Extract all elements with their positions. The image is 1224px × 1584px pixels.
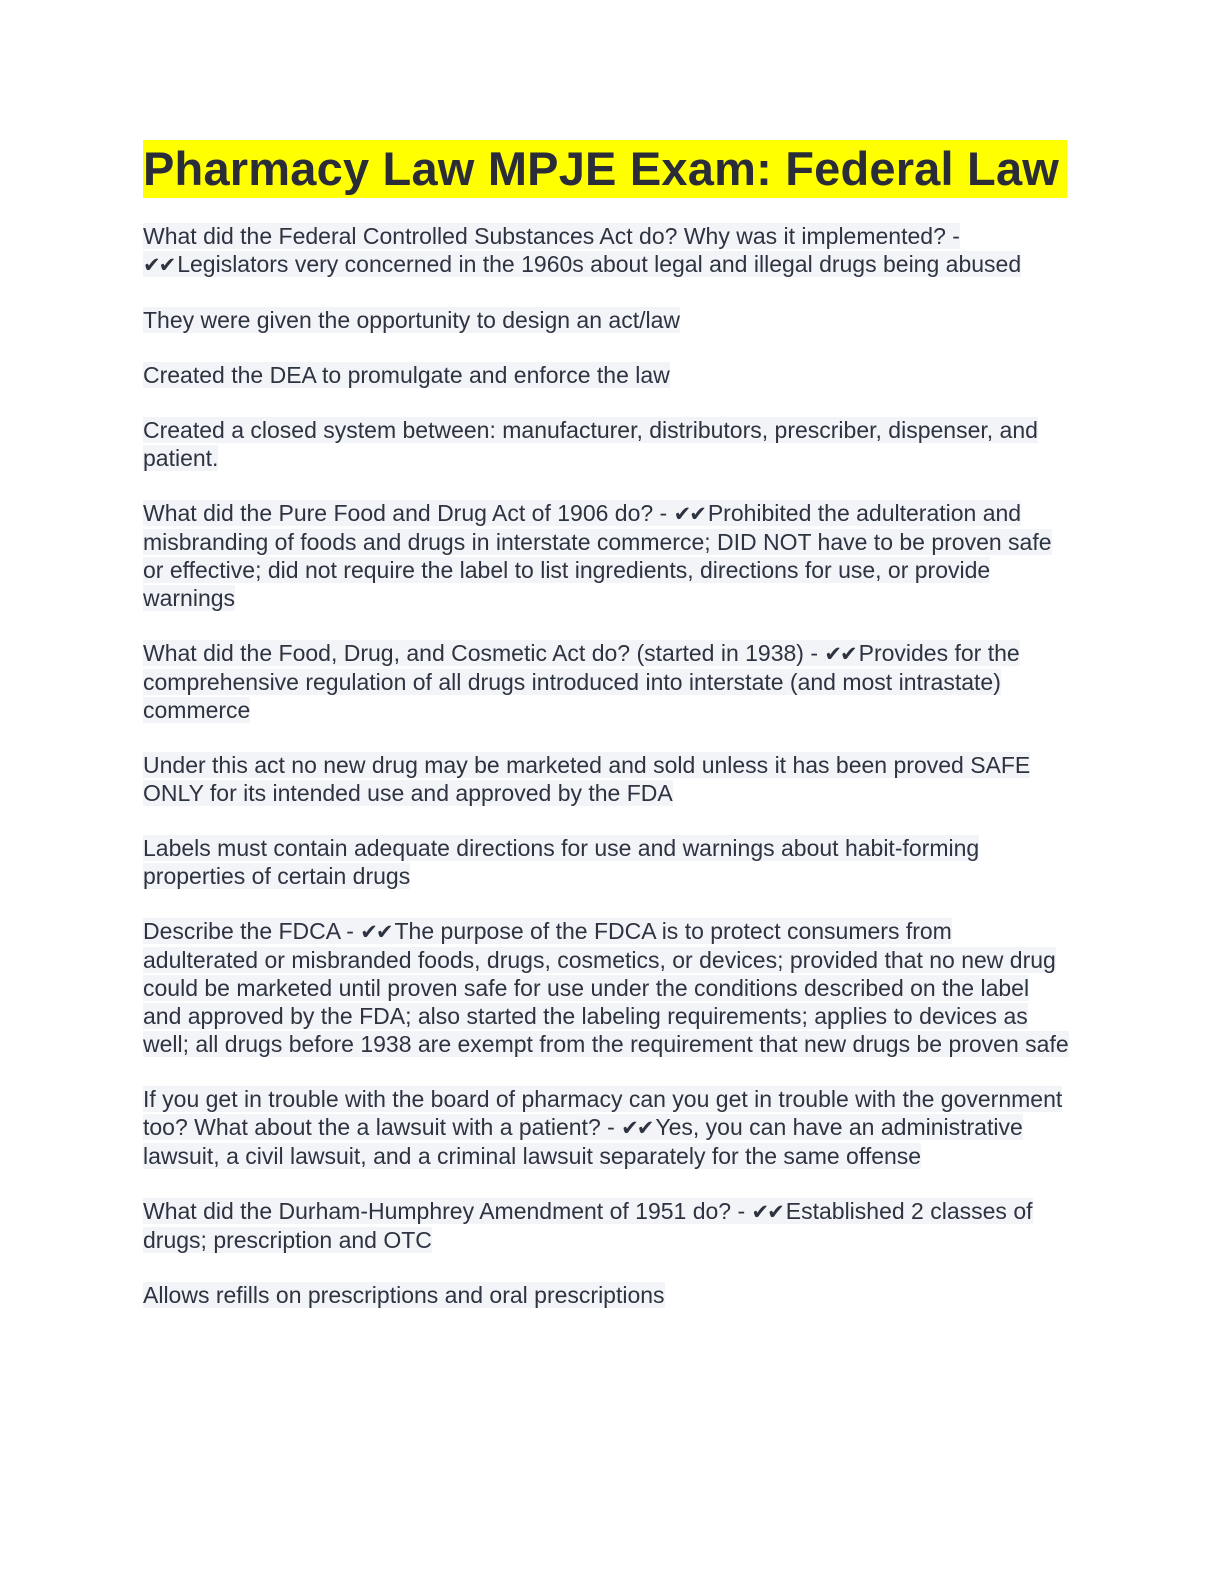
note-text: Labels must contain adequate directions for use and warnings about habit-forming properties of certain drugs bbox=[143, 835, 980, 889]
answer-text: Prohibited the adulteration and misbranding of foods and drugs in interstate commerce; DID NOT have to be proven safe or effective; did not require the label to list ingredients, directions for use, or provide warnings bbox=[143, 500, 1052, 611]
qa-item bbox=[143, 639, 1073, 724]
question-text: What did the Pure Food and Drug Act of 1906 do? - bbox=[143, 500, 674, 526]
qa-text bbox=[143, 1086, 1062, 1169]
note-text: Created a closed system between: manufacturer, distributors, prescriber, dispenser, and patient. bbox=[143, 417, 1038, 471]
document-title: Pharmacy Law MPJE Exam: Federal Law bbox=[143, 140, 1067, 198]
qa-item bbox=[143, 917, 1073, 1058]
note-text: They were given the opportunity to design an act/law bbox=[143, 307, 680, 333]
note-paragraph bbox=[143, 361, 1073, 389]
qa-text bbox=[143, 500, 1052, 611]
answer-text: Legislators very concerned in the 1960s about legal and illegal drugs being abused bbox=[177, 251, 1022, 277]
check-icon: ✔✔ bbox=[143, 253, 175, 277]
question-text: If you get in trouble with the board of pharmacy can you get in trouble with the government too? What about the a lawsuit with a patient? - bbox=[143, 1086, 1063, 1140]
qa-text bbox=[143, 223, 1021, 277]
note-paragraph bbox=[143, 751, 1073, 807]
note-paragraph bbox=[143, 1281, 1073, 1309]
answer-text: Provides for the comprehensive regulation of all drugs introduced into interstate (and most intrastate) commerce bbox=[143, 640, 1020, 723]
note-paragraph bbox=[143, 306, 1073, 334]
check-icon: ✔✔ bbox=[360, 920, 392, 944]
note-text: Under this act no new drug may be marketed and sold unless it has been proved SAFE ONLY for its intended use and approved by the FDA bbox=[143, 752, 1031, 806]
question-text: What did the Food, Drug, and Cosmetic Act do? (started in 1938) - bbox=[143, 640, 825, 666]
answer-text: Yes, you can have an administrative lawsuit, a civil lawsuit, and a criminal lawsuit separately for the same offense bbox=[143, 1114, 1023, 1169]
qa-text bbox=[143, 918, 1069, 1057]
note-text: Created the DEA to promulgate and enforce the law bbox=[143, 362, 670, 388]
qa-text bbox=[143, 640, 1020, 723]
answer-text: Established 2 classes of drugs; prescription and OTC bbox=[143, 1198, 1033, 1253]
note-paragraph bbox=[143, 416, 1073, 472]
qa-item bbox=[143, 499, 1073, 612]
question-text: Describe the FDCA - bbox=[143, 918, 361, 944]
qa-item bbox=[143, 222, 1073, 279]
check-icon: ✔✔ bbox=[751, 1200, 783, 1224]
note-text: Allows refills on prescriptions and oral prescriptions bbox=[143, 1282, 665, 1308]
answer-text: The purpose of the FDCA is to protect consumers from adulterated or misbranded foods, drugs, cosmetics, or devices; provided that no new drug could be marketed until proven safe for use under the conditions described on the label and approved by the FDA; also started the labeling requirements; applies to devices as well; all drugs before 1938 are exempt from the requirement that new drugs be proven safe bbox=[143, 918, 1069, 1057]
question-text: What did the Federal Controlled Substances Act do? Why was it implemented? - bbox=[143, 223, 960, 249]
qa-text bbox=[143, 1198, 1033, 1253]
note-paragraph bbox=[143, 834, 1073, 890]
check-icon: ✔✔ bbox=[673, 502, 705, 526]
qa-item bbox=[143, 1085, 1073, 1170]
check-icon: ✔✔ bbox=[824, 642, 856, 666]
document-page bbox=[143, 140, 1073, 1336]
check-icon: ✔✔ bbox=[621, 1116, 653, 1140]
question-text: What did the Durham-Humphrey Amendment of 1951 do? - bbox=[143, 1198, 752, 1224]
qa-item bbox=[143, 1197, 1073, 1254]
